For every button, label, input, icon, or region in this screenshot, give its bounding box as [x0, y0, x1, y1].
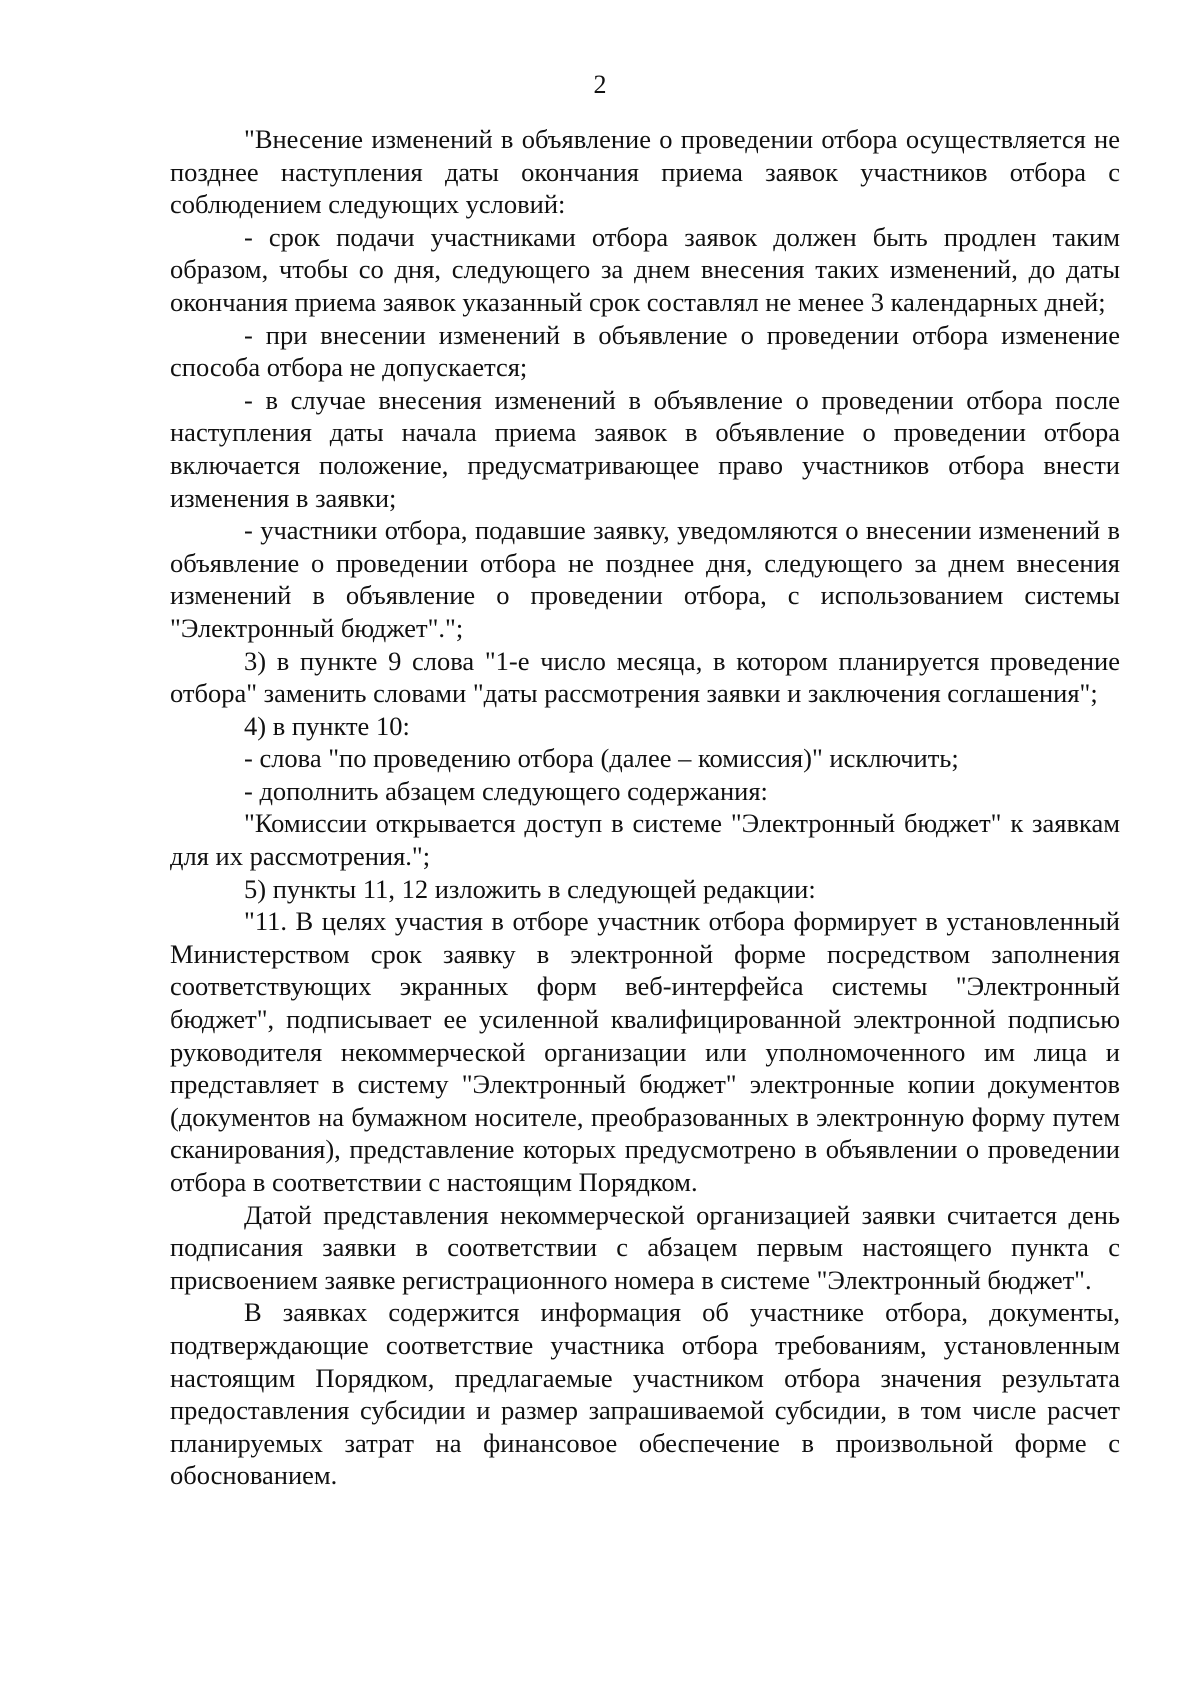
paragraph: "11. В целях участия в отборе участник отбора формирует в установленный Министерством срок заявку в электронной форме посредством заполнения соответствующих экранных форм веб-интерфейса системы "Электронный бюджет", подписывает ее усиленной квалифицированной электронной подписью руководителя некоммерческой организации или уполномоченного им лица и представляет в систему "Электронный бюджет" электронные копии документов (документов на бумажном носителе, преобразованных в электронную форму путем сканирования), представление которых предусмотрено в объявлении о проведении отбора в соответствии с настоящим Порядком.: [170, 906, 1120, 1197]
paragraph: - участники отбора, подавшие заявку, уведомляются о внесении изменений в объявление о проведении отбора не позднее дня, следующего за днем внесения изменений в объявление о проведении отбора, с использованием системы "Электронный бюджет".";: [170, 515, 1120, 643]
paragraph: - срок подачи участниками отбора заявок должен быть продлен таким образом, чтобы со дня, следующего за днем внесения таких изменений, до даты окончания приема заявок указанный срок составлял не менее 3 календарных дней;: [170, 221, 1120, 317]
paragraph: - в случае внесения изменений в объявление о проведении отбора после наступления даты начала приема заявок в объявление о проведении отбора включается положение, предусматривающее право участников отбора внести изменения в заявки;: [170, 384, 1120, 513]
paragraph: Датой представления некоммерческой организацией заявки считается день подписания заявки в соответствии с абзацем первым настоящего пункта с присвоением заявке регистрационного номера в системе "Электронный бюджет".: [170, 1199, 1120, 1295]
document-body: [170, 123, 1120, 1492]
paragraph: 4) в пункте 10:: [244, 710, 410, 741]
paragraph: "Комиссии открывается доступ в системе "Электронный бюджет" к заявкам для их рассмотрения.";: [170, 808, 1120, 872]
paragraph: В заявках содержится информация об участнике отбора, документы, подтверждающие соответствие участника отбора требованиям, установленным настоящим Порядком, предлагаемые участником отбора значения результата предоставления субсидии и размер запрашиваемой субсидии, в том числе расчет планируемых затрат на финансовое обеспечение в произвольной форме с обоснованием.: [170, 1297, 1120, 1491]
page-number: 2: [593, 70, 607, 99]
paragraph: "Внесение изменений в объявление о проведении отбора осуществляется не позднее наступления даты окончания приема заявок участников отбора с соблюдением следующих условий:: [170, 124, 1120, 220]
paragraph: 3) в пункте 9 слова "1-е число месяца, в котором планируется проведение отбора" заменить словами "даты рассмотрения заявки и заключения соглашения";: [170, 645, 1120, 709]
paragraph: 5) пункты 11, 12 изложить в следующей редакции:: [244, 873, 816, 904]
paragraph: - при внесении изменений в объявление о проведении отбора изменение способа отбора не допускается;: [170, 319, 1120, 383]
paragraph: - дополнить абзацем следующего содержания:: [244, 775, 768, 806]
paragraph: - слова "по проведению отбора (далее – комиссия)" исключить;: [244, 743, 959, 774]
